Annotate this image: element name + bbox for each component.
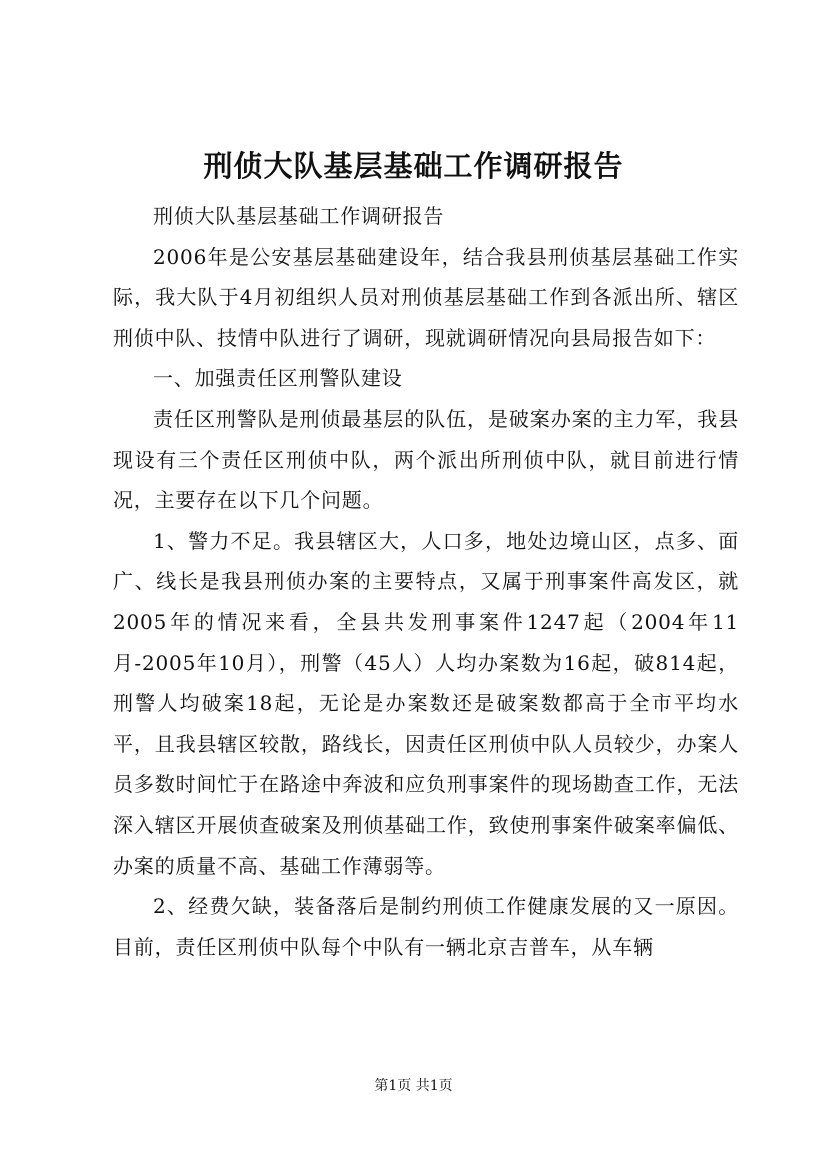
paragraph-point-1: 1、警力不足。我县辖区大，人口多，地处边境山区，点多、面广、线长是我县刑侦办案的主要特点，又属于刑事案件高发区，就2005年的情况来看，全县共发刑事案件1247起（2004年11月-2005年10月），刑警（45人）人均办案数为16起，破814起，刑警人均破案18起，无论是办案数还是破案数都高于全市平均水平，且我县辖区较散，路线长，因责任区刑侦中队人员较少，办案人员多数时间忙于在路途中奔波和应负刑事案件的现场勘查工作，无法深入辖区开展侦查破案及刑侦基础工作，致使刑事案件破案率偏低、办案的质量不高、基础工作薄弱等。 bbox=[113, 528, 739, 878]
page-number-footer: 第1页 共1页 bbox=[374, 1078, 453, 1094]
paragraph-subtitle: 刑侦大队基层基础工作调研报告 bbox=[153, 204, 445, 228]
paragraph-point-2: 2、经费欠缺，装备落后是制约刑侦工作健康发展的又一原因。目前，责任区刑侦中队每个中队有一辆北京吉普车，从车辆 bbox=[113, 894, 739, 959]
document-body bbox=[113, 196, 739, 967]
paragraph-section-intro: 责任区刑警队是刑侦最基层的队伍，是破案办案的主力军，我县现设有三个责任区刑侦中队，两个派出所刑侦中队，就目前进行情况，主要存在以下几个问题。 bbox=[113, 406, 739, 513]
paragraph-intro: 2006年是公安基层基础建设年，结合我县刑侦基层基础工作实际，我大队于4月初组织人员对刑侦基层基础工作到各派出所、辖区刑侦中队、技情中队进行了调研，现就调研情况向县局报告如下： bbox=[113, 244, 739, 350]
document-title: 刑侦大队基层基础工作调研报告 bbox=[203, 149, 624, 183]
section-heading: 一、加强责任区刑警队建设 bbox=[153, 366, 403, 391]
